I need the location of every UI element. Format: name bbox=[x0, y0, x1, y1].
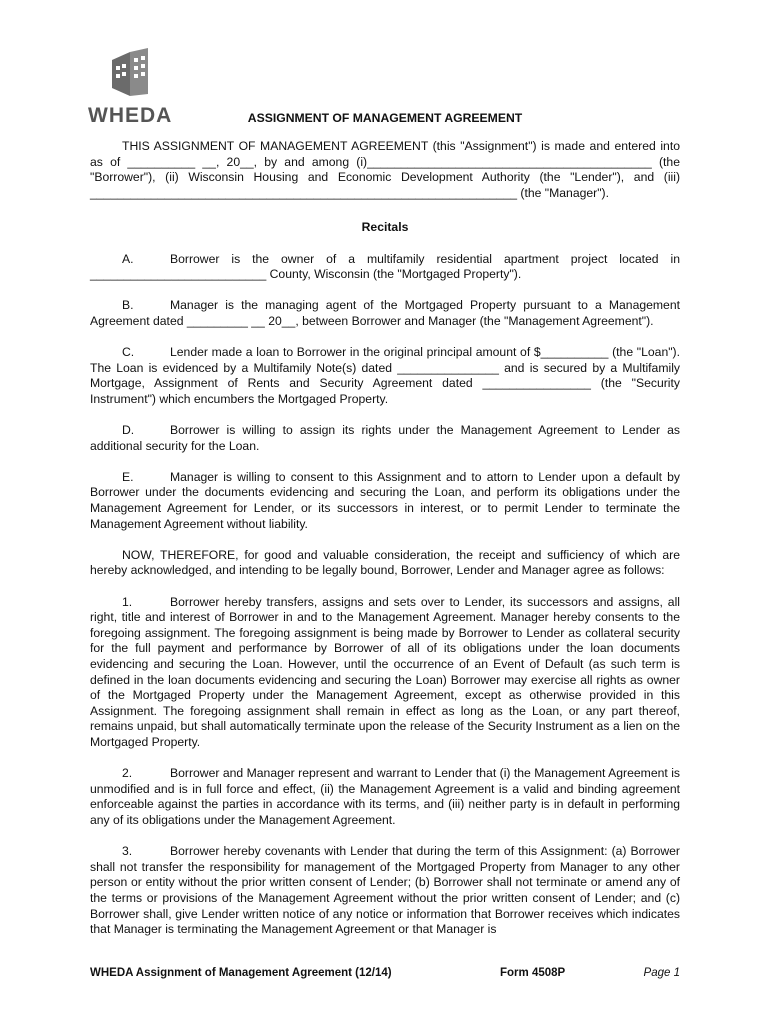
recital-e bbox=[90, 470, 680, 532]
section-3 bbox=[90, 844, 680, 938]
logo-text: WHEDA bbox=[88, 104, 173, 127]
section-1 bbox=[90, 595, 680, 751]
recital-label: B. bbox=[122, 298, 134, 313]
recital-b bbox=[90, 298, 680, 329]
building-icon bbox=[110, 48, 150, 98]
section-text: Borrower hereby transfers, assigns and sets over to Lender, its successors and assigns, all right, title and interest of Borrower in and to the Management Agreement. Manager hereby consents to the foregoing assignment. The foregoing assignment is being made by Borrower to Lender as collateral security for the full payment and performance by Borrower of all of its obligations under the loan documents evidencing and securing the Loan. However, until the occurrence of an Event of Default (as such term is defined in the loan documents evidencing and securing the Loan) Borrower may exercise all rights as owner of the Mortgaged Property under the Management Agreement, except as otherwise provided in this Assignment. The foregoing assignment shall remain in effect as long as the Loan, or any part thereof, remains unpaid, but shall automatically terminate upon the release of the Security Instrument as a lien on the Mortgaged Property. bbox=[90, 594, 680, 749]
recital-text: Borrower is willing to assign its rights under the Management Agreement to Lender as additional security for the Loan. bbox=[90, 423, 680, 453]
recitals-heading: Recitals bbox=[361, 220, 409, 235]
footer-page-number: Page 1 bbox=[643, 967, 680, 979]
recital-label: C. bbox=[122, 345, 135, 360]
recital-d bbox=[90, 423, 680, 454]
section-text: Borrower and Manager represent and warrant to Lender that (i) the Management Agreement is unmodified and is in full force and effect, (ii) the Management Agreement is a valid and binding agreement enforceable against the parties in accordance with its terms, and (iii) neither party is in default in performing any of its obligations under the Management Agreement. bbox=[90, 766, 680, 827]
section-text: Borrower hereby covenants with Lender that during the term of this Assignment: (a) Borrower shall not transfer the responsibility for management of the Mortgaged Property from Manager to any other person or entity without the prior written consent of Lender; (b) Borrower shall not terminate or amend any of the terms or provisions of the Management Agreement without the prior written consent of Lender; and (c) Borrower shall, give Lender written notice of any notice or information that Borrower receives which indicates that Manager is terminating the Management Agreement or that Manager is bbox=[90, 844, 680, 937]
section-label: 1. bbox=[122, 594, 133, 609]
recital-text: Lender made a loan to Borrower in the original principal amount of $__________ (the "Loan"). The Loan is evidenced by a Multifamily Note(s) dated _______________ and is secured by a Multifamily Mortgage, Assignment of Rents and Security Agreement dated ________________ (the "Security Instrument") which encumbers the Mortgaged Property. bbox=[90, 345, 680, 406]
therefore-paragraph: NOW, THEREFORE, for good and valuable consideration, the receipt and sufficiency of which are hereby acknowledged, and intending to be legally bound, Borrower, Lender and Manager agree as follows: bbox=[90, 547, 680, 578]
section-label: 3. bbox=[122, 844, 133, 859]
recital-label: E. bbox=[122, 469, 134, 484]
recital-text: Borrower is the owner of a multifamily residential apartment project located in __________________________ County, Wisconsin (the "Mortgaged Property"). bbox=[90, 251, 680, 282]
section-2 bbox=[90, 766, 680, 828]
recital-label: D. bbox=[122, 423, 135, 438]
recital-text: Manager is the managing agent of the Mortgaged Property pursuant to a Management Agreement dated _________ __ 20__, between Borrower and Manager (the "Management Agreement"). bbox=[90, 298, 680, 328]
document-title: ASSIGNMENT OF MANAGEMENT AGREEMENT bbox=[247, 111, 523, 125]
intro-paragraph: THIS ASSIGNMENT OF MANAGEMENT AGREEMENT (this "Assignment") is made and entered into as of __________ __, 20__, by and among (i)__________________________________________ (the "Borrower"), (ii) Wisconsin Housing and Economic Development Authority (the "Lender"), and (iii) _______________________________________________________________ (the "Manager"). bbox=[90, 139, 680, 200]
recital-text: Manager is willing to consent to this Assignment and to attorn to Lender upon a default by Borrower under the documents evidencing and securing the Loan, and perform its obligations under the Management Agreement for Lender, or its successors in interest, or to permit Lender to terminate the Management Agreement without liability. bbox=[90, 469, 680, 531]
recital-label: A. bbox=[122, 251, 134, 266]
document-body bbox=[90, 139, 680, 938]
footer-form-number: Form 4508P bbox=[500, 967, 566, 979]
recital-a bbox=[90, 252, 680, 283]
footer-document-name: WHEDA Assignment of Management Agreement (12/14) bbox=[90, 967, 392, 979]
recital-c bbox=[90, 345, 680, 407]
section-label: 2. bbox=[122, 766, 133, 781]
